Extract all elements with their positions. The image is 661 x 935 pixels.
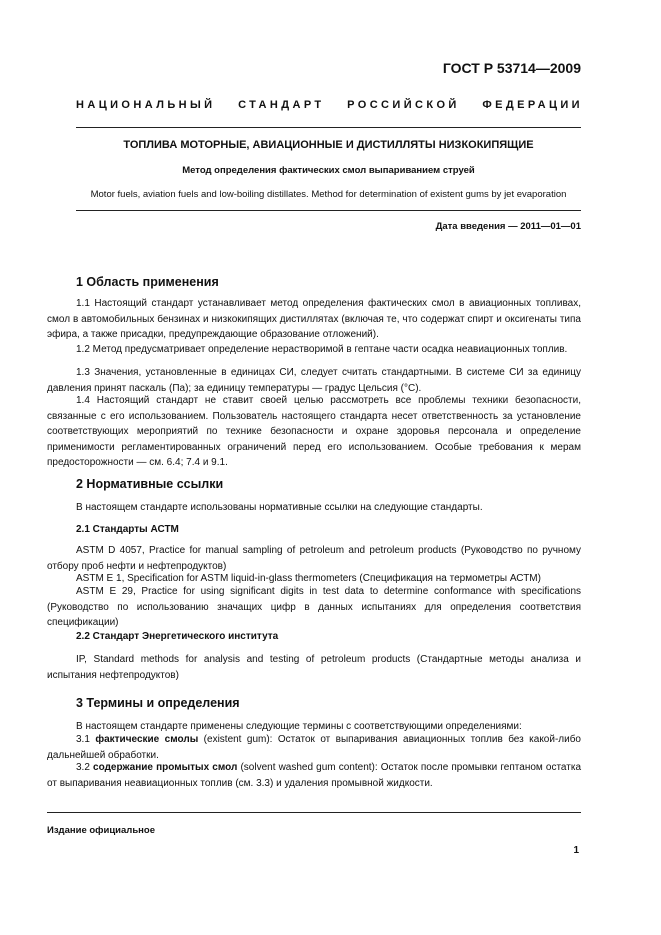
section-2-intro: В настоящем стандарте использованы нормативные ссылки на следующие стандарты. <box>76 502 483 513</box>
english-title: Motor fuels, aviation fuels and low-boiling distillates. Method for determination of existent gums by jet evaporation <box>90 189 567 200</box>
reference-astm-e1: ASTM E 1, Specification for ASTM liquid-in-glass thermometers (Спецификация на термометры АСТМ) <box>76 573 541 584</box>
term-3-2-definition: (solvent washed gum content): Остаток после промывки гептаном остатка от выпаривания неавиационных топлив (см. 3.3) и удаления промывной жидкости. <box>47 762 582 789</box>
section-2-heading: 2 Нормативные ссылки <box>76 477 224 491</box>
term-3-1-definition: (existent gum): Остаток от выпаривания авиационных топлив без какой-либо дальнейшей обработки. <box>47 734 581 761</box>
national-standard-banner: НАЦИОНАЛЬНЫЙ СТАНДАРТ РОССИЙСКОЙ ФЕДЕРАЦИИ <box>76 99 583 111</box>
paragraph-1-2: 1.2 Метод предусматривает определение нерастворимой в гептане части осадка неавиационных топлив. <box>76 344 568 355</box>
subsection-2-1-heading: 2.1 Стандарты АСТМ <box>76 524 179 535</box>
section-1-heading: 1 Область применения <box>76 275 219 289</box>
page-number: 1 <box>573 845 579 856</box>
header-divider <box>76 127 581 128</box>
term-3-2-number: 3.2 <box>76 762 90 773</box>
official-edition-label: Издание официальное <box>47 825 155 836</box>
title-divider <box>76 210 581 211</box>
subsection-2-2-heading: 2.2 Стандарт Энергетического института <box>76 631 279 642</box>
document-title: ТОПЛИВА МОТОРНЫЕ, АВИАЦИОННЫЕ И ДИСТИЛЛЯТЫ НИЗКОКИПЯЩИЕ <box>123 139 534 151</box>
introduction-date: Дата введения — 2011—01—01 <box>435 221 581 232</box>
paragraph-1-3: 1.3 Значения, установленные в единицах СИ, следует считать стандартными. В системе СИ за единицу давления принят паскаль (Па); за единицу температуры — градус Цельсия (°С). <box>47 367 581 394</box>
term-3-1 <box>47 732 581 763</box>
footer-divider <box>47 812 581 813</box>
reference-astm-e29: ASTM E 29, Practice for using significant digits in test data to determine conformance with specifications (Руководство по использованию значащих цифр в данных испытаниях для определения соответствия спецификации) <box>47 586 581 628</box>
paragraph-1-4: 1.4 Настоящий стандарт не ставит своей целью рассмотреть все проблемы техники безопасности, связанные с его использованием. Пользователь настоящего стандарта несет ответственность за установление соответствующих мероприятий по технике безопасности и охране здоровья персонала и определение применимости регламентированных ограничений перед его использованием. Особые требования к мерам предосторожности — см. 6.4; 7.4 и 9.1. <box>47 395 581 468</box>
section-3-heading: 3 Термины и определения <box>76 696 240 710</box>
standard-code: ГОСТ Р 53714—2009 <box>442 60 581 76</box>
term-3-1-number: 3.1 <box>76 734 90 745</box>
document-subtitle: Метод определения фактических смол выпариванием струей <box>182 165 475 176</box>
reference-astm-d4057: ASTM D 4057, Practice for manual sampling of petroleum and petroleum products (Руководство по ручному отбору проб нефти и нефтепродуктов) <box>47 545 581 572</box>
reference-ip: IP, Standard methods for analysis and testing of petroleum products (Стандартные методы анализа и испытания нефтепродуктов) <box>47 654 581 681</box>
term-3-2-name: содержание промытых смол <box>93 762 238 773</box>
paragraph-1-1: 1.1 Настоящий стандарт устанавливает метод определения фактических смол в авиационных топливах, смол в автомобильных бензинах и низкокипящих дистиллятах (включая те, что содержат спирт и оксигенаты типа эфира, а также присадки, предупреждающие образование отложений). <box>47 298 581 340</box>
term-3-1-name: фактические смолы <box>95 734 199 745</box>
section-3-intro: В настоящем стандарте применены следующие термины с соответствующими определениями: <box>76 721 522 732</box>
term-3-2 <box>47 760 581 791</box>
